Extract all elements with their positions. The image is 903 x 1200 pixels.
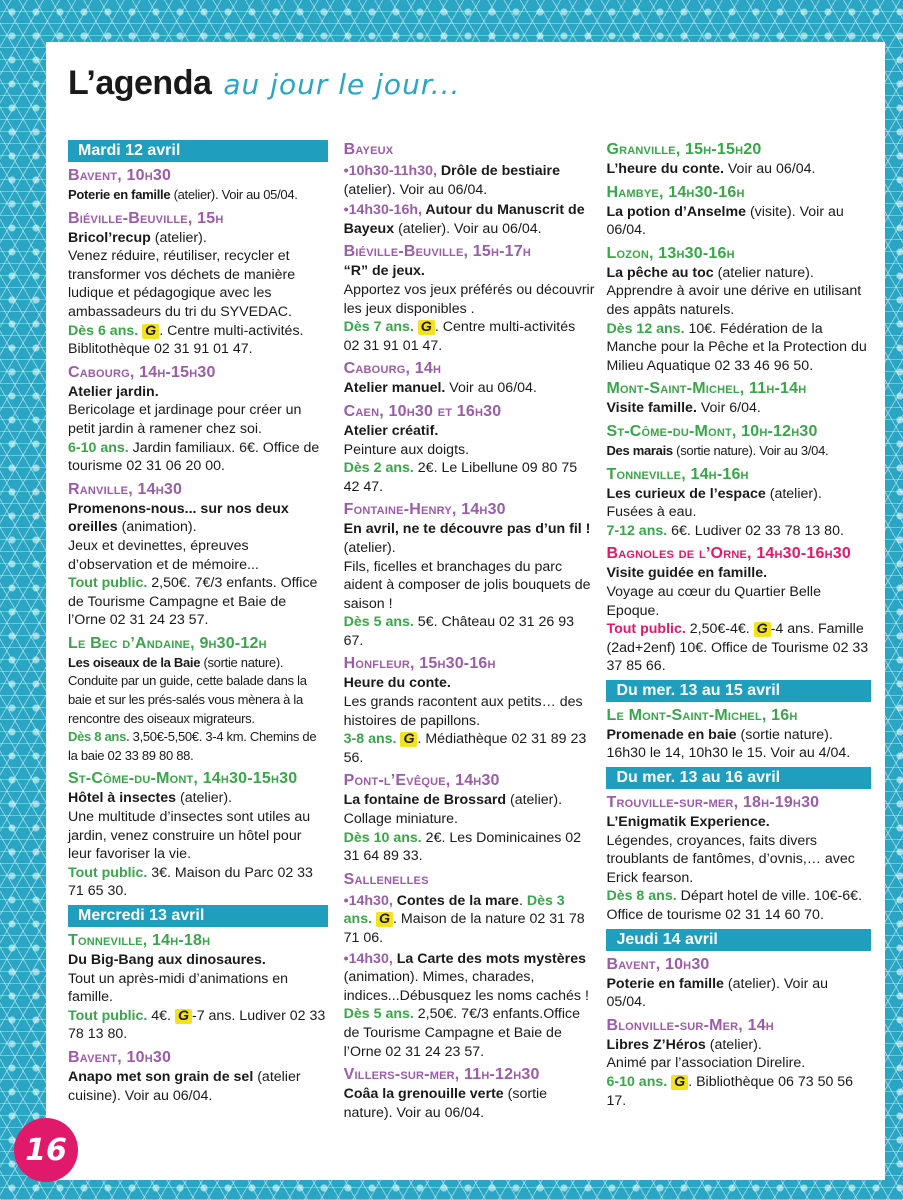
event-place-time: Granville, 15h-15h20 xyxy=(606,141,762,158)
event-title: Hôtel à insectes xyxy=(68,790,177,807)
event-title: Libres Z’Héros xyxy=(606,1036,706,1053)
event-description: Bericolage et jardinage pour créer un petit jardin à ramener chez soi. xyxy=(68,402,302,437)
event-title: Poterie en famille xyxy=(68,187,171,202)
age-range: Tout public. xyxy=(68,575,148,592)
price-info: 4€. xyxy=(147,1007,175,1024)
event-title-line xyxy=(68,229,328,248)
event-place-time: Biéville-Beuville, 15h xyxy=(68,209,224,227)
event-entry xyxy=(344,500,595,650)
event-type: Voir 6/04. xyxy=(696,400,761,417)
event-info xyxy=(344,318,595,355)
event-title-line xyxy=(344,791,595,810)
session-time: •14h30, xyxy=(343,950,393,967)
event-type: (atelier). xyxy=(765,485,822,502)
session-title: Contes de la mare xyxy=(392,892,519,909)
event-title-line xyxy=(68,951,328,970)
event-title-line xyxy=(68,186,328,205)
event-title: “R” de jeux. xyxy=(343,263,425,280)
event-type: (animation). xyxy=(117,519,197,536)
age-range: 7-12 ans. xyxy=(606,522,668,539)
event-info xyxy=(344,459,595,496)
event-title: Les oiseaux de la Baie xyxy=(68,654,201,670)
contact-info: Départ hotel de ville. 10€-6€. Office de tourisme 02 31 14 60 70. xyxy=(606,888,863,924)
price-info: 2,50€-4€. xyxy=(685,621,754,638)
event-title: Du Big-Bang aux dinosaures. xyxy=(68,952,266,968)
event-title: Coâa la grenouille verte xyxy=(343,1086,504,1103)
event-title-line xyxy=(344,379,595,398)
event-entry xyxy=(606,544,871,676)
event-place-time: Cabourg, 14h xyxy=(343,360,442,378)
event-place-time: Cabourg, 14h-15h30 xyxy=(68,363,216,381)
event-title-line xyxy=(344,1085,595,1122)
event-title: L’heure du conte. xyxy=(606,161,724,177)
event-info xyxy=(606,320,871,376)
event-entry xyxy=(344,1065,595,1122)
event-entry xyxy=(606,465,871,541)
event-title-line xyxy=(606,564,871,583)
contact-info: 10€. Fédération de la Manche pour la Pêche et la Protection du Milieu Aquatique 02 33 46 96 50. xyxy=(606,320,867,374)
event-title-line xyxy=(344,520,595,557)
event-title: Atelier créatif. xyxy=(343,422,439,439)
event-info xyxy=(344,613,595,650)
event-title-line xyxy=(606,813,871,832)
event-entry xyxy=(68,1048,328,1105)
event-place-time: Sallenelles xyxy=(343,870,429,888)
event-entry xyxy=(68,931,328,1044)
event-place-time: Bagnoles de l’Orne, 14h30-16h30 xyxy=(606,545,851,563)
event-place-time: Ranville, 14h30 xyxy=(68,480,183,498)
event-info xyxy=(344,730,595,767)
event-place-time: Hambye, 14h30-16h xyxy=(606,183,745,201)
event-place-time: Blonville-sur-Mer, 14h xyxy=(606,1016,774,1034)
event-type: (atelier). Voir au 05/04. xyxy=(170,187,298,202)
page-subtitle: au jour le jour... xyxy=(223,68,461,101)
event-title: Atelier manuel. xyxy=(343,380,446,397)
event-entry xyxy=(344,870,595,1061)
event-info xyxy=(68,864,328,901)
page-header xyxy=(68,64,871,140)
contact-info: . Centre multi-activités 02 31 91 01 47. xyxy=(343,319,576,354)
free-badge-g: G xyxy=(400,732,417,747)
event-entry xyxy=(68,634,328,766)
contact-info: 2,50€. 7€/3 enfants. Office de Tourisme Campagne et Baie de l’Orne 02 31 24 23 57. xyxy=(68,575,318,629)
contact-info: . Bibliothèque 06 73 50 56 17. xyxy=(606,1074,854,1109)
event-title: Les curieux de l’espace xyxy=(606,485,766,502)
event-title-line xyxy=(606,442,871,461)
contact-info: -7 ans. Ludiver 02 33 78 13 80. xyxy=(68,1007,326,1043)
event-session xyxy=(344,201,595,238)
age-range: Dès 3 ans. xyxy=(343,892,565,928)
event-title: La fontaine de Brossard xyxy=(343,792,507,809)
event-title: Visite famille. xyxy=(606,400,697,417)
event-place-time: Caen, 10h30 et 16h30 xyxy=(343,402,502,420)
event-type: (sortie nature). xyxy=(200,654,284,670)
event-description: Fusées à eau. xyxy=(606,504,697,521)
event-type: (atelier). xyxy=(150,229,207,246)
session-desc: (atelier). Voir au 06/04. xyxy=(343,181,488,198)
event-description: Apprendre à avoir une dérive en utilisant des appâts naturels. xyxy=(606,283,862,318)
event-type: (atelier). xyxy=(705,1036,762,1053)
event-place-time: Bayeux xyxy=(343,141,394,158)
event-description: Voyage au cœur du Quartier Belle Epoque. xyxy=(606,583,821,619)
event-title: La pêche au toc xyxy=(606,264,714,281)
event-description: Venez réduire, réutiliser, recycler et transformer vos déchets de manière ludique et pédagogique avec les ambassadeurs du tri du SYVEDAC. xyxy=(68,248,296,320)
event-info xyxy=(68,1007,328,1044)
event-title-line xyxy=(606,975,871,1012)
event-type: (atelier). xyxy=(176,790,233,807)
event-description: Les grands racontent aux petits… des histoires de papillons. xyxy=(343,694,583,729)
event-entry xyxy=(344,771,595,865)
event-entry xyxy=(606,183,871,240)
free-badge-g: G xyxy=(418,320,435,335)
event-place-time: Villers-sur-mer, 11h-12h30 xyxy=(343,1066,540,1084)
age-range: 6-10 ans. xyxy=(68,439,129,456)
event-type: (sortie nature). Voir au 06/04. xyxy=(343,1086,548,1121)
event-title-line xyxy=(344,422,595,441)
event-entry xyxy=(606,422,871,461)
event-info xyxy=(606,620,871,676)
contact-info: 3€. Maison du Parc 02 33 71 65 30. xyxy=(68,864,313,900)
event-entry xyxy=(606,955,871,1012)
event-type: (atelier nature). xyxy=(713,264,814,281)
event-place-time: Trouville-sur-mer, 18h-19h30 xyxy=(606,794,820,812)
contact-info: Jardin familiaux. 6€. Office de tourisme 02 31 06 20 00. xyxy=(68,439,320,475)
session-title: Drôle de bestiaire xyxy=(436,163,560,179)
event-session xyxy=(344,950,595,1062)
event-entry xyxy=(344,242,595,355)
event-title-line xyxy=(68,500,328,537)
age-range: Dès 2 ans. xyxy=(343,460,414,477)
session-title: Autour du Manuscrit de Bayeux xyxy=(343,202,585,237)
free-badge-g: G xyxy=(175,1009,192,1024)
age-range: Dès 5 ans. xyxy=(343,1006,414,1023)
event-entry xyxy=(606,1016,871,1110)
event-place-time: Bavent, 10h30 xyxy=(68,167,172,184)
event-description: Jeux et devinettes, épreuves d’observation et de mémoire... xyxy=(68,537,259,573)
age-range: 6-10 ans. xyxy=(606,1074,668,1090)
age-range: Dès 12 ans. xyxy=(606,320,685,337)
event-entry xyxy=(606,793,871,925)
event-title-line xyxy=(606,264,871,283)
event-place-time: Bavent, 10h30 xyxy=(606,955,710,973)
session-desc: (animation). Mimes, charades, indices...Débusquez les noms cachés ! xyxy=(343,969,589,1004)
event-entry xyxy=(606,244,871,376)
event-title: La potion d’Anselme xyxy=(606,203,746,220)
event-description: Apportez vos jeux préférés ou découvrir les jeux disponibles . xyxy=(343,281,595,317)
event-title: Poterie en famille xyxy=(606,975,724,992)
event-description: Une multitude d’insectes sont utiles au jardin, venez construire un hôtel pour leur favoriser la vie. xyxy=(68,809,311,863)
age-range: Dès 10 ans. xyxy=(343,829,422,846)
free-badge-g: G xyxy=(754,622,771,637)
event-title-line xyxy=(68,383,328,402)
age-range: Dès 8 ans. xyxy=(68,729,130,745)
event-entry xyxy=(68,363,328,476)
event-description: Peinture aux doigts. xyxy=(343,441,470,458)
event-place-time: St-Côme-du-Mont, 10h-12h30 xyxy=(606,422,818,440)
event-place-time: Honfleur, 15h30-16h xyxy=(343,655,496,673)
agenda-page xyxy=(46,42,885,1180)
age-range: Dès 5 ans. xyxy=(343,614,414,631)
page-number: 16 xyxy=(14,1118,78,1182)
event-entry xyxy=(68,166,328,205)
event-type: (sortie nature). Voir au 3/04. xyxy=(672,442,829,458)
event-place-time: Tonneville, 14h-16h xyxy=(606,465,749,483)
session-info: . Maison de la nature 02 31 78 71 06. xyxy=(343,911,585,946)
event-description: Fils, ficelles et branchages du parc aident à composer de jolis bouquets de saison ! xyxy=(343,558,591,612)
contact-info: 3,50€-5,50€. 3-4 km. Chemins de la baie 02 33 89 80 88. xyxy=(68,729,317,763)
event-type: (atelier). xyxy=(343,539,396,556)
event-entry xyxy=(344,402,595,496)
event-entry xyxy=(606,379,871,418)
free-badge-g: G xyxy=(142,324,159,339)
event-title: Visite guidée en famille. xyxy=(606,565,768,582)
event-description: Collage miniature. xyxy=(343,811,458,828)
age-range: Tout public. xyxy=(68,1007,148,1024)
event-type: (atelier). xyxy=(506,792,563,809)
event-info xyxy=(68,439,328,476)
event-place-time: Biéville-Beuville, 15h-17h xyxy=(343,243,531,261)
event-session xyxy=(344,892,595,948)
free-badge-g: G xyxy=(376,912,393,927)
page-title: L’agenda xyxy=(68,64,212,102)
event-title: Promenons-nous... sur nos deux oreilles xyxy=(68,500,289,536)
event-entry xyxy=(344,654,595,767)
contact-info: . Centre multi-activités. Biblitothèque 02 31 91 01 47. xyxy=(68,322,304,358)
event-description: Tout un après-midi d’animations en famille. xyxy=(68,970,289,1006)
session-time: •10h30-11h30, xyxy=(343,163,437,179)
event-place-time: Le Bec d’Andaine, 9h30-12h xyxy=(68,634,267,652)
event-title-line xyxy=(606,203,871,240)
day-header: Du mer. 13 au 16 avril xyxy=(606,767,871,789)
agenda-column-1 xyxy=(68,140,328,1126)
event-description: Légendes, croyances, faits divers troublants de fantômes, d’ovnis,… avec Erick fearson. xyxy=(606,832,855,886)
event-title-line xyxy=(606,485,871,504)
event-info xyxy=(68,574,328,630)
age-range: Dès 6 ans. xyxy=(68,322,139,339)
event-info xyxy=(68,728,328,765)
event-session xyxy=(344,162,595,199)
event-title-line xyxy=(606,160,871,179)
event-place-time: Mont-Saint-Michel, 11h-14h xyxy=(606,380,807,398)
event-place-time: Bavent, 10h30 xyxy=(68,1048,172,1066)
day-header: Jeudi 14 avril xyxy=(606,929,871,951)
event-title: Des marais xyxy=(606,442,673,458)
day-header: Du mer. 13 au 15 avril xyxy=(606,680,871,702)
age-range: Dès 7 ans. xyxy=(343,319,414,336)
event-title-line xyxy=(606,399,871,418)
age-range: 3-8 ans. xyxy=(343,731,397,748)
event-title: Anapo met son grain de sel xyxy=(68,1068,254,1085)
session-title: La Carte des mots mystères xyxy=(392,950,586,967)
contact-info: 5€. Château 02 31 26 93 67. xyxy=(343,614,574,649)
event-place-time: Lozon, 13h30-16h xyxy=(606,244,735,262)
event-title: L’Enigmatik Experience. xyxy=(606,814,770,831)
age-range: Tout public. xyxy=(68,864,148,881)
session-info: 2,50€. 7€/3 enfants.Office de Tourisme Campagne et Baie de l’Orne 02 31 24 23 57. xyxy=(343,1006,581,1060)
event-title: Bricol’recup xyxy=(68,229,151,246)
event-description: Conduite par un guide, cette balade dans la baie et sur les prés-salés vous mènera à la rencontre des oiseaux migrateurs. xyxy=(68,673,307,726)
session-time: •14h30, xyxy=(343,892,393,909)
session-desc: . xyxy=(518,892,527,909)
agenda-column-2 xyxy=(340,140,595,1126)
event-title-line xyxy=(68,789,328,808)
event-title: Promenade en baie xyxy=(606,726,737,743)
event-title-line xyxy=(344,674,595,693)
session-time: •14h30-16h, xyxy=(343,202,422,219)
event-info xyxy=(606,887,871,924)
event-place-time: Pont-l’Evêque, 14h30 xyxy=(343,772,500,790)
event-entry xyxy=(68,209,328,359)
day-header: Mardi 12 avril xyxy=(68,140,328,162)
event-place-time: Tonneville, 14h-18h xyxy=(68,932,211,949)
event-entry xyxy=(606,706,871,763)
event-entry xyxy=(344,359,595,398)
event-info xyxy=(68,322,328,359)
contact-info: . Médiathèque 02 31 89 23 56. xyxy=(343,731,587,766)
free-badge-g: G xyxy=(671,1075,688,1090)
event-entry xyxy=(68,769,328,901)
event-type: (visite). Voir au 06/04. xyxy=(606,203,844,239)
event-type: (atelier cuisine). Voir au 06/04. xyxy=(68,1068,301,1104)
event-place-time: Fontaine-Henry, 14h30 xyxy=(343,501,506,519)
event-entry xyxy=(68,480,328,630)
event-type: Voir au 06/04. xyxy=(445,380,537,397)
contact-info: -4 ans. Famille (2ad+2enf) 10€. Office de Tourisme 02 33 37 85 66. xyxy=(606,621,869,675)
event-type: Voir au 06/04. xyxy=(723,161,816,177)
event-place-time: Le Mont-Saint-Michel, 16h xyxy=(606,706,798,724)
contact-info: 6€. Ludiver 02 33 78 13 80. xyxy=(667,522,844,539)
agenda-column-3 xyxy=(606,140,871,1126)
contact-info: 2€. Le Libellune 09 80 75 42 47. xyxy=(343,460,578,495)
event-title-line xyxy=(606,1036,871,1055)
contact-info: 2€. Les Dominicaines 02 31 64 89 33. xyxy=(343,829,582,865)
event-type: (atelier). Voir au 05/04. xyxy=(606,975,829,1011)
event-place-time: St-Côme-du-Mont, 14h30-15h30 xyxy=(68,770,298,788)
event-info xyxy=(606,522,871,541)
event-title-line xyxy=(606,726,871,763)
event-title-line xyxy=(68,654,328,673)
age-range: Dès 8 ans. xyxy=(606,888,677,905)
event-description: Animé par l’association Direlire. xyxy=(606,1055,806,1072)
age-range: Tout public. xyxy=(606,621,686,638)
event-title-line xyxy=(68,1068,328,1105)
event-info xyxy=(606,1073,871,1110)
event-title: Atelier jardin. xyxy=(68,383,159,400)
event-title: En avril, ne te découvre pas d’un fil ! xyxy=(343,521,591,538)
day-header: Mercredi 13 avril xyxy=(68,905,328,927)
event-entry xyxy=(344,140,595,238)
session-desc: (atelier). Voir au 06/04. xyxy=(394,220,542,237)
event-entry xyxy=(606,140,871,179)
event-info xyxy=(344,829,595,866)
event-title-line xyxy=(344,262,595,281)
event-title: Heure du conte. xyxy=(343,675,451,692)
agenda-columns xyxy=(68,140,871,1126)
event-type: (sortie nature). 16h30 le 14, 10h30 le 15. Voir au 4/04. xyxy=(606,726,851,762)
